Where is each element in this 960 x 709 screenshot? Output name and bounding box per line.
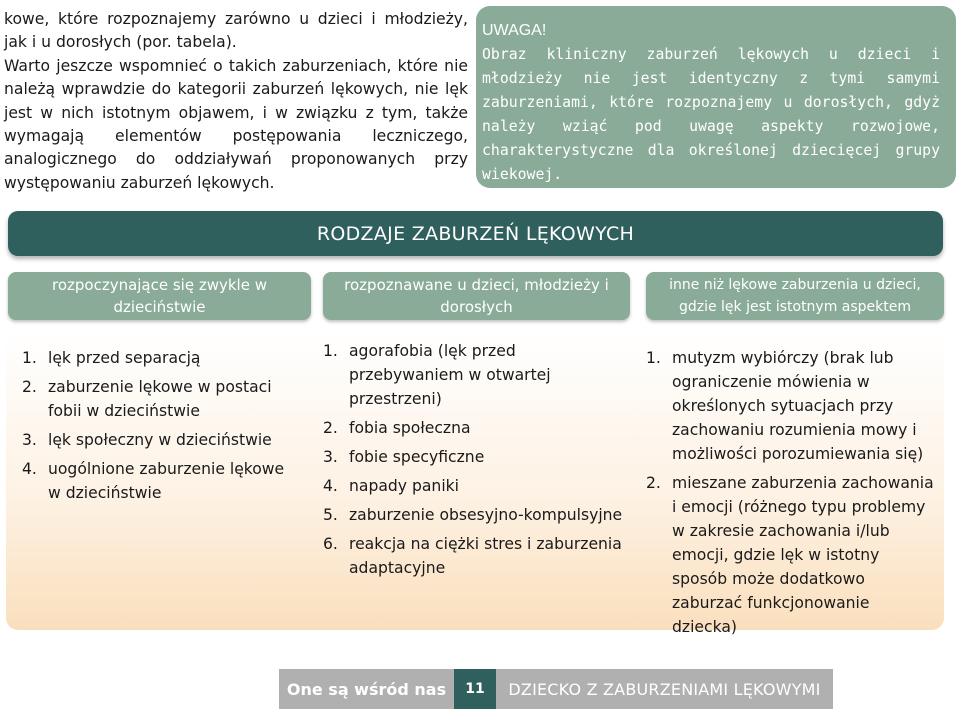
list-other [646, 346, 934, 644]
intro-paragraph-2: Warto jeszcze wspomnieć o takich zaburzeniach, które nie należą wprawdzie do kategorii zaburzeń lękowych, nie lęk jest w nich istotnym objawem, i w związku z tym, także wymagają elementów postępowania leczniczego, analogicznego do oddziaływań proponowanych przy występowaniu zaburzeń lękowych. [4, 56, 468, 192]
warning-box [476, 6, 956, 188]
list-item [22, 457, 294, 505]
list-item [323, 474, 628, 498]
list-item [646, 471, 934, 639]
list-item-text: mieszane zaburzenia zachowania i emocji (różnego typu problemy w zakresie zachowania i/lub emocji, gdzie lęk w istotny sposób może dodatkowo zaburzać funkcjonowanie dziecka) [672, 474, 934, 636]
warning-body: Obraz kliniczny zaburzeń lękowych u dzieci i młodzieży nie jest identyczny z tymi samymi zaburzeniami, które rozpoznajemy u dorosłych, gdyż należy wziąć pod uwagę aspekty rozwojowe, charakterystyczne dla określonej dziecięcej grupy wiekowej. [482, 46, 940, 183]
list-item [323, 445, 628, 469]
list-item-number: 1. [646, 349, 661, 367]
footer-right-label: DZIECKO Z ZABURZENIAMI LĘKOWYMI [496, 669, 833, 709]
section-banner: RODZAJE ZABURZEŃ LĘKOWYCH [8, 211, 943, 256]
list-item [22, 375, 294, 423]
list-item-text: lęk społeczny w dzieciństwie [48, 431, 272, 449]
list-item-text: zaburzenie obsesyjno-kompulsyjne [349, 506, 623, 524]
list-childhood [22, 346, 294, 510]
intro-paragraph-1: kowe, które rozpoznajemy zarówno u dzieci i młodzieży, jak i u dorosłych (por. tabela). [4, 10, 468, 52]
page-number: 11 [454, 669, 496, 709]
list-item-text: agorafobia (lęk przed przebywaniem w otwartej przestrzeni) [349, 342, 551, 408]
list-item [22, 428, 294, 452]
list-item-number: 1. [22, 349, 37, 367]
list-item-text: zaburzenie lękowe w postaci fobii w dzieciństwie [48, 378, 272, 420]
list-item [323, 532, 628, 580]
list-item-number: 3. [323, 448, 338, 466]
category-all-ages: rozpoznawane u dzieci, młodzieży i dorosłych [323, 272, 630, 320]
list-item [323, 416, 628, 440]
list-item-text: lęk przed separacją [48, 349, 201, 367]
category-childhood: rozpoczynające się zwykle w dzieciństwie [8, 272, 311, 320]
list-item-text: reakcja na ciężki stres i zaburzenia adaptacyjne [349, 535, 622, 577]
list-item-number: 3. [22, 431, 37, 449]
list-item-number: 2. [646, 474, 661, 492]
list-item-number: 6. [323, 535, 338, 553]
warning-title: UWAGA! [482, 22, 547, 39]
list-item-text: napady paniki [349, 477, 460, 495]
footer-left-label: One są wśród nas [279, 669, 454, 709]
list-item-number: 4. [323, 477, 338, 495]
list-item-number: 2. [323, 419, 338, 437]
list-item-number: 5. [323, 506, 338, 524]
list-item-number: 1. [323, 342, 338, 360]
list-item-number: 4. [22, 460, 37, 478]
list-item [646, 346, 934, 466]
list-item [22, 346, 294, 370]
category-other: inne niż lękowe zaburzenia u dzieci, gdzie lęk jest istotnym aspektem [646, 272, 944, 320]
list-all-ages [323, 339, 628, 585]
list-item-text: fobie specyficzne [349, 448, 485, 466]
list-item-text: fobia społeczna [349, 419, 471, 437]
list-item-text: mutyzm wybiórczy (brak lub ograniczenie mówienia w określonych sytuacjach przy zachowaniu rozumienia mowy i możliwości porozumiewania się) [672, 349, 924, 463]
list-item-number: 2. [22, 378, 37, 396]
intro-text [4, 8, 468, 195]
list-item [323, 339, 628, 411]
list-item [323, 503, 628, 527]
list-item-text: uogólnione zaburzenie lękowe w dzieciństwie [48, 460, 285, 502]
